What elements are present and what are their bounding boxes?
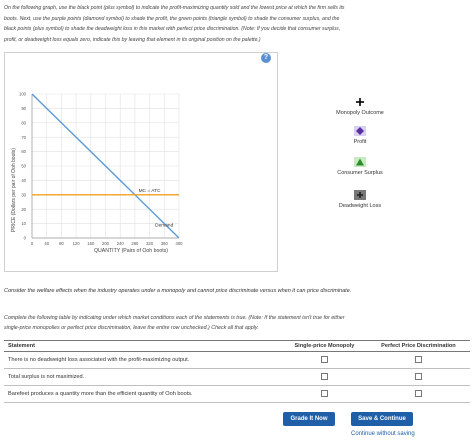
x-tick-label: 320 bbox=[146, 241, 154, 246]
checkbox-single-price-row-3[interactable] bbox=[321, 390, 328, 397]
triangle-icon bbox=[354, 157, 366, 167]
x-tick-label: 240 bbox=[116, 241, 124, 246]
palette-consumer-surplus[interactable] bbox=[320, 157, 400, 176]
header-perfect-pd: Perfect Price Discrimination bbox=[367, 341, 470, 352]
x-tick-label: 120 bbox=[72, 241, 80, 246]
instructions-line-4: profit, or deadweight loss equals zero, indicate this by leaving that element in its original position on the palette.) bbox=[4, 36, 261, 43]
instructions-line-2: boots. Next, use the purple points (diamond symbol) to shade the profit, the green points (triangle symbol) to shade the consumer surplus, and the bbox=[4, 15, 340, 22]
palette-dwl-label: Deadweight Loss bbox=[338, 203, 382, 209]
series-label: MC = ATC bbox=[138, 188, 161, 194]
continue-without-saving-link[interactable]: Continue without saving bbox=[351, 431, 415, 437]
x-tick-label: 160 bbox=[87, 241, 95, 246]
palette-profit[interactable] bbox=[320, 126, 400, 145]
instructions-line-3: black points (plus symbol) to shade the deadweight loss in this market with perfect price discrimination. (Note: If you decide that consumer surplus, bbox=[4, 26, 341, 32]
table-row bbox=[4, 386, 470, 403]
checkbox-perfect-pd-row-1[interactable] bbox=[415, 356, 422, 363]
palette-monopoly-outcome[interactable] bbox=[320, 97, 400, 116]
x-tick-label: 400 bbox=[175, 241, 183, 246]
instructions-text bbox=[4, 3, 470, 45]
y-tick-label: 70 bbox=[21, 134, 26, 140]
header-single-price: Single-price Monopoly bbox=[282, 341, 367, 352]
y-tick-label: 80 bbox=[21, 120, 26, 126]
x-tick-label: 280 bbox=[131, 241, 139, 246]
save-continue-button[interactable]: Save & Continue bbox=[351, 412, 413, 426]
question-text: Consider the welfare effects when the industry operates under a monopoly and cannot price discriminate versus when it can price discriminate. bbox=[4, 288, 352, 294]
x-tick-label: 0 bbox=[30, 241, 34, 246]
y-tick-label: 20 bbox=[21, 206, 26, 212]
grade-it-now-button[interactable]: Grade It Now bbox=[283, 412, 335, 426]
y-tick-label: 30 bbox=[21, 192, 26, 198]
statements-table bbox=[4, 340, 470, 403]
y-tick-label: 90 bbox=[21, 106, 26, 111]
y-tick-label: 40 bbox=[21, 178, 26, 183]
y-tick-label: 0 bbox=[23, 235, 26, 241]
palette-deadweight-loss[interactable] bbox=[320, 190, 400, 209]
checkbox-perfect-pd-row-3[interactable] bbox=[415, 390, 422, 397]
palette-cs-label: Consumer Surplus bbox=[337, 170, 383, 176]
help-icon[interactable]: ? bbox=[261, 53, 271, 63]
series-label: Demand bbox=[155, 223, 174, 229]
statement-text: Barefeet produces a quantity more than the efficient quantity of Ooh boots. bbox=[4, 386, 282, 403]
x-axis-label: QUANTITY (Pairs of Ooh boots) bbox=[94, 248, 168, 254]
table-header-row bbox=[4, 341, 470, 352]
statement-text: Total surplus is not maximized. bbox=[4, 369, 282, 386]
y-tick-label: 100 bbox=[19, 91, 26, 97]
checkbox-perfect-pd-row-2[interactable] bbox=[415, 373, 422, 380]
diamond-icon bbox=[354, 126, 366, 136]
x-tick-label: 360 bbox=[160, 241, 168, 246]
y-tick-label: 60 bbox=[21, 149, 26, 155]
x-tick-label: 40 bbox=[44, 241, 50, 246]
plus-box-icon bbox=[354, 190, 366, 200]
table-row bbox=[4, 369, 470, 386]
palette-profit-label: Profit bbox=[353, 139, 367, 145]
plus-icon bbox=[354, 97, 366, 107]
checkbox-single-price-row-2[interactable] bbox=[321, 373, 328, 380]
y-tick-label: 50 bbox=[21, 163, 26, 169]
header-statement: Statement bbox=[4, 341, 282, 352]
table-row bbox=[4, 352, 470, 369]
palette-monopoly-label: Monopoly Outcome bbox=[336, 110, 384, 116]
table-instructions-line-2: single-price monopolies or perfect price discrimination, leave the entire row unchecked.) Check all that apply. bbox=[4, 325, 259, 331]
y-axis-label: PRICE (Dollars per pair of Ooh boots) bbox=[11, 148, 17, 232]
x-tick-label: 200 bbox=[102, 241, 109, 246]
table-instructions-line-1: Complete the following table by indicating under which market conditions each of the statements is true. (Note: If the statement isn't true for either bbox=[4, 315, 345, 321]
checkbox-single-price-row-1[interactable] bbox=[321, 356, 328, 363]
x-tick-label: 80 bbox=[59, 241, 64, 246]
welfare-graph[interactable] bbox=[4, 52, 276, 270]
table-instructions bbox=[4, 313, 470, 333]
statement-text: There is no deadweight loss associated with the profit-maximizing output. bbox=[4, 352, 282, 369]
instructions-line-1: On the following graph, use the black point (plus symbol) to indicate the profit-maximizing quantity sold and the lowest price at which the firm sells its bbox=[4, 5, 345, 11]
y-tick-label: 10 bbox=[21, 221, 26, 227]
